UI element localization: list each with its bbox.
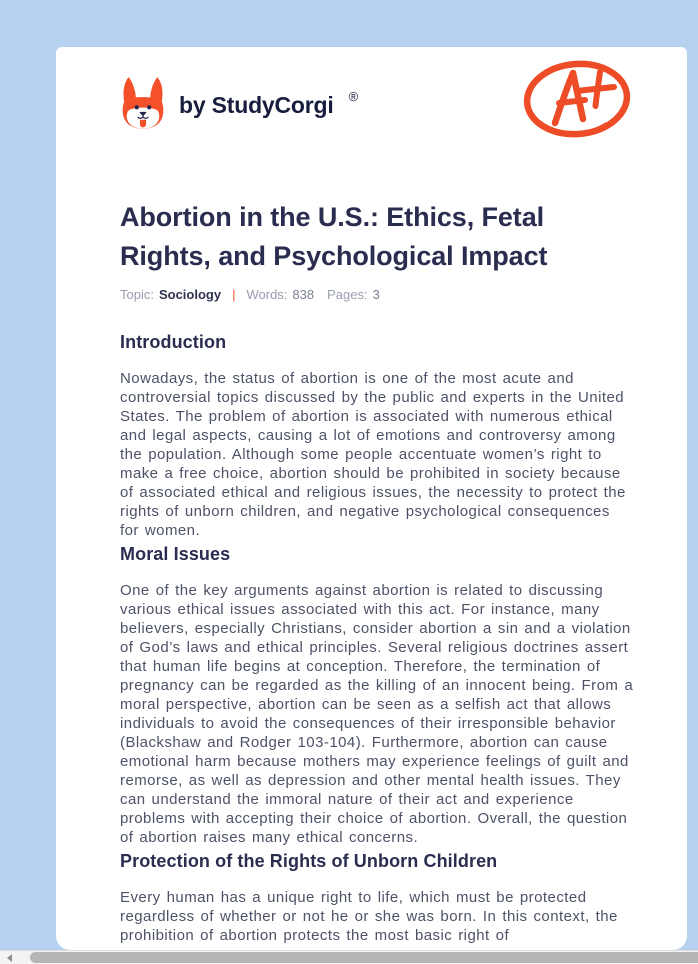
topic-link[interactable]: Sociology [158, 287, 222, 302]
pages-value: 3 [372, 287, 380, 302]
pages-label: Pages: [327, 287, 368, 302]
section-paragraph: One of the key arguments against abortion is related to discussing various ethical issues associated with this act. For instance, many believers, especially Christians, consider abortion a sin and a violation of God’s laws and ethical principles. Several religious doctrines assert that human life begins at conception. Therefore, the termination of pregnancy can be regarded as the killing of an innocent being. From a moral perspective, abortion can be seen as a selfish act that allows individuals to avoid the consequences of their irresponsible behavior (Blackshaw and Rodger 103-104). Furthermore, abortion can cause emotional harm because mothers may experience feelings of guilt and remorse, as well as depression and other mental health issues. They can understand the immoral nature of their act and experience problems with accepting their choice of abortion. Overall, the question of abortion raises many ethical concerns. [120, 582, 634, 846]
article-title: Abortion in the U.S.: Ethics, Fetal Rights, and Psychological Impact [120, 202, 548, 271]
scrollbar-thumb[interactable] [30, 952, 698, 963]
section-protection-rights [120, 851, 634, 945]
scroll-left-arrow-icon [7, 954, 12, 962]
section-introduction [120, 332, 634, 540]
section-moral-issues [120, 544, 634, 847]
section-paragraph: Every human has a unique right to life, which must be protected regardless of whether or not he or she was born. In this context, the prohibition of abortion protects the most basic right of [120, 889, 618, 944]
section-heading: Protection of the Rights of Unborn Children [120, 851, 498, 871]
document-card [56, 47, 687, 950]
a-plus-badge-icon [522, 57, 632, 150]
article-meta [120, 287, 632, 302]
card-header [120, 75, 632, 150]
registered-mark: ® [348, 89, 359, 104]
section-heading: Introduction [120, 332, 227, 352]
studycorgi-logo-link[interactable] [120, 75, 358, 136]
brand-text: by StudyCorgi [179, 92, 334, 118]
meta-separator: | [232, 287, 236, 302]
section-heading: Moral Issues [120, 544, 231, 564]
section-paragraph: Nowadays, the status of abortion is one of the most acute and controversial topics discussed by the public and experts in the United States. The problem of abortion is associated with numerous ethical and legal aspects, causing a lot of emotions and controversy among the population. Although some people accentuate women’s right to make a free choice, abortion should be prohibited in society because of associated ethical and religious issues, the necessity to protect the rights of unborn children, and negative psychological consequences for women. [120, 370, 626, 539]
words-value: 838 [292, 287, 315, 302]
article-body [120, 332, 634, 945]
scroll-left-button[interactable] [0, 951, 19, 964]
horizontal-scrollbar[interactable] [0, 950, 698, 964]
corgi-icon [120, 75, 166, 136]
words-label: Words: [246, 287, 288, 302]
topic-label: Topic: [120, 287, 154, 302]
